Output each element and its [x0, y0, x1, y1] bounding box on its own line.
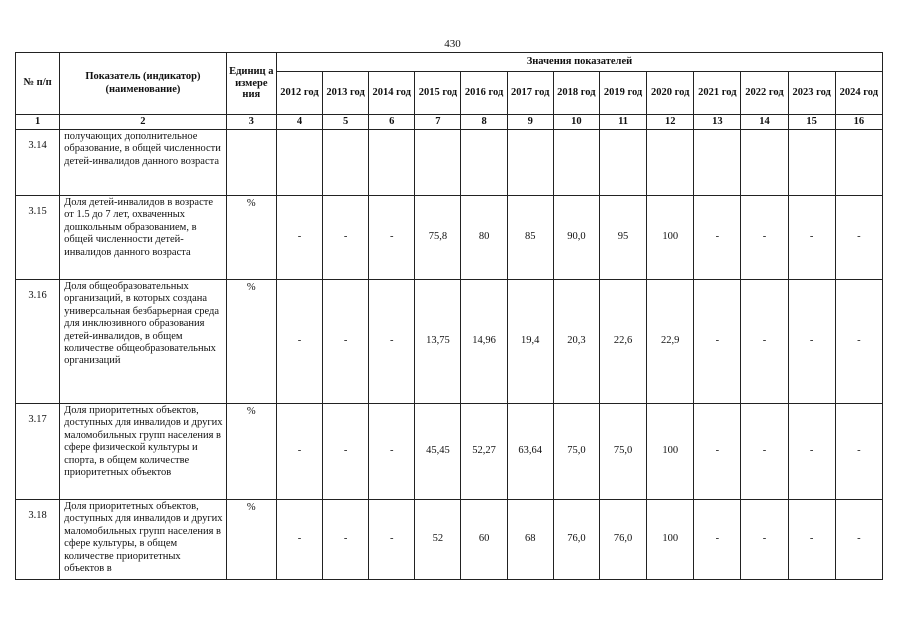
row-value: - — [835, 196, 882, 280]
row-unit: % — [226, 500, 276, 580]
row-value: - — [788, 196, 835, 280]
column-number: 15 — [788, 115, 835, 130]
row-value: - — [694, 196, 741, 280]
row-value: - — [741, 500, 788, 580]
column-number: 8 — [461, 115, 507, 130]
row-value: 68 — [507, 500, 553, 580]
row-value: - — [369, 404, 415, 500]
row-value: 90,0 — [553, 196, 599, 280]
column-number: 12 — [647, 115, 694, 130]
row-value: - — [323, 196, 369, 280]
row-value: 100 — [647, 404, 694, 500]
table-row — [16, 280, 883, 404]
row-unit: % — [226, 280, 276, 404]
row-value: 85 — [507, 196, 553, 280]
row-value: - — [741, 280, 788, 404]
row-value: - — [276, 404, 322, 500]
row-value — [599, 130, 646, 196]
row-value: - — [369, 280, 415, 404]
row-value: - — [694, 404, 741, 500]
row-value — [647, 130, 694, 196]
row-value: - — [835, 280, 882, 404]
header-year: 2018 год — [553, 72, 599, 115]
row-value: 63,64 — [507, 404, 553, 500]
column-number: 13 — [694, 115, 741, 130]
row-value — [461, 130, 507, 196]
row-value: 20,3 — [553, 280, 599, 404]
row-index: 3.15 — [16, 196, 60, 280]
column-number: 10 — [553, 115, 599, 130]
header-values: Значения показателей — [276, 53, 882, 72]
row-value — [276, 130, 322, 196]
row-value: 60 — [461, 500, 507, 580]
header-year: 2024 год — [835, 72, 882, 115]
row-value: 100 — [647, 196, 694, 280]
row-value — [741, 130, 788, 196]
row-index: 3.17 — [16, 404, 60, 500]
column-number: 14 — [741, 115, 788, 130]
column-number: 2 — [60, 115, 227, 130]
row-value: 52 — [415, 500, 461, 580]
row-value: - — [788, 404, 835, 500]
row-value: - — [323, 404, 369, 500]
row-value: 19,4 — [507, 280, 553, 404]
row-value: - — [276, 280, 322, 404]
row-indicator: Доля детей-инвалидов в возрасте от 1.5 до 7 лет, охваченных дошкольным образованием, в общей численности детей-инвалидов данного возраста — [60, 196, 227, 280]
table-row — [16, 130, 883, 196]
row-value — [553, 130, 599, 196]
row-value: - — [323, 500, 369, 580]
row-value: - — [694, 280, 741, 404]
row-value: 75,8 — [415, 196, 461, 280]
row-value — [835, 130, 882, 196]
row-value: 14,96 — [461, 280, 507, 404]
row-value: 76,0 — [599, 500, 646, 580]
row-value: - — [788, 500, 835, 580]
header-indicator: Показатель (индикатор) (наименование) — [60, 53, 227, 115]
header-year: 2016 год — [461, 72, 507, 115]
header-year: 2013 год — [323, 72, 369, 115]
row-value: - — [788, 280, 835, 404]
header-year: 2019 год — [599, 72, 646, 115]
row-value: 52,27 — [461, 404, 507, 500]
row-value: - — [369, 196, 415, 280]
row-index: 3.18 — [16, 500, 60, 580]
row-value: - — [741, 196, 788, 280]
header-year: 2017 год — [507, 72, 553, 115]
row-index: 3.16 — [16, 280, 60, 404]
row-indicator: получающих дополнительное образование, в общей численности детей-инвалидов данного возраста — [60, 130, 227, 196]
row-value: 22,9 — [647, 280, 694, 404]
row-value: 80 — [461, 196, 507, 280]
column-number: 5 — [323, 115, 369, 130]
table-row — [16, 500, 883, 580]
row-indicator: Доля общеобразовательных организаций, в которых создана универсальная безбарьерная среда для инклюзивного образования детей-инвалидов, в общем количестве общеобразовательных организаций — [60, 280, 227, 404]
row-value: - — [694, 500, 741, 580]
column-number: 3 — [226, 115, 276, 130]
row-index: 3.14 — [16, 130, 60, 196]
header-year: 2021 год — [694, 72, 741, 115]
row-value — [369, 130, 415, 196]
indicators-table — [15, 52, 883, 580]
header-year: 2020 год — [647, 72, 694, 115]
header-unit: Единиц а измере ния — [226, 53, 276, 115]
page-number: 430 — [444, 38, 461, 50]
row-value: - — [835, 500, 882, 580]
header-year: 2023 год — [788, 72, 835, 115]
row-value — [323, 130, 369, 196]
column-number: 1 — [16, 115, 60, 130]
row-value: 75,0 — [599, 404, 646, 500]
table-row — [16, 196, 883, 280]
row-indicator: Доля приоритетных объектов, доступных для инвалидов и других маломобильных групп населения в сфере физической культуры и спорта, в общем количестве приоритетных объектов — [60, 404, 227, 500]
column-number: 6 — [369, 115, 415, 130]
row-value: 75,0 — [553, 404, 599, 500]
column-number: 7 — [415, 115, 461, 130]
row-unit — [226, 130, 276, 196]
column-number: 11 — [599, 115, 646, 130]
header-year: 2012 год — [276, 72, 322, 115]
row-value: 13,75 — [415, 280, 461, 404]
row-value: 76,0 — [553, 500, 599, 580]
row-value: - — [323, 280, 369, 404]
header-year: 2015 год — [415, 72, 461, 115]
row-unit: % — [226, 404, 276, 500]
row-value: 22,6 — [599, 280, 646, 404]
header-year: 2014 год — [369, 72, 415, 115]
row-value: - — [276, 196, 322, 280]
row-value — [694, 130, 741, 196]
header-index: № п/п — [16, 53, 60, 115]
header-year: 2022 год — [741, 72, 788, 115]
row-value — [788, 130, 835, 196]
row-value: 100 — [647, 500, 694, 580]
row-indicator: Доля приоритетных объектов, доступных для инвалидов и других маломобильных групп населения в сфере культуры, в общем количестве приоритетных объектов в — [60, 500, 227, 580]
row-value: 95 — [599, 196, 646, 280]
row-unit: % — [226, 196, 276, 280]
column-number: 16 — [835, 115, 882, 130]
row-value: 45,45 — [415, 404, 461, 500]
row-value — [415, 130, 461, 196]
column-number: 9 — [507, 115, 553, 130]
row-value: - — [835, 404, 882, 500]
column-number: 4 — [276, 115, 322, 130]
row-value — [507, 130, 553, 196]
row-value: - — [276, 500, 322, 580]
row-value: - — [369, 500, 415, 580]
row-value: - — [741, 404, 788, 500]
table-row — [16, 404, 883, 500]
